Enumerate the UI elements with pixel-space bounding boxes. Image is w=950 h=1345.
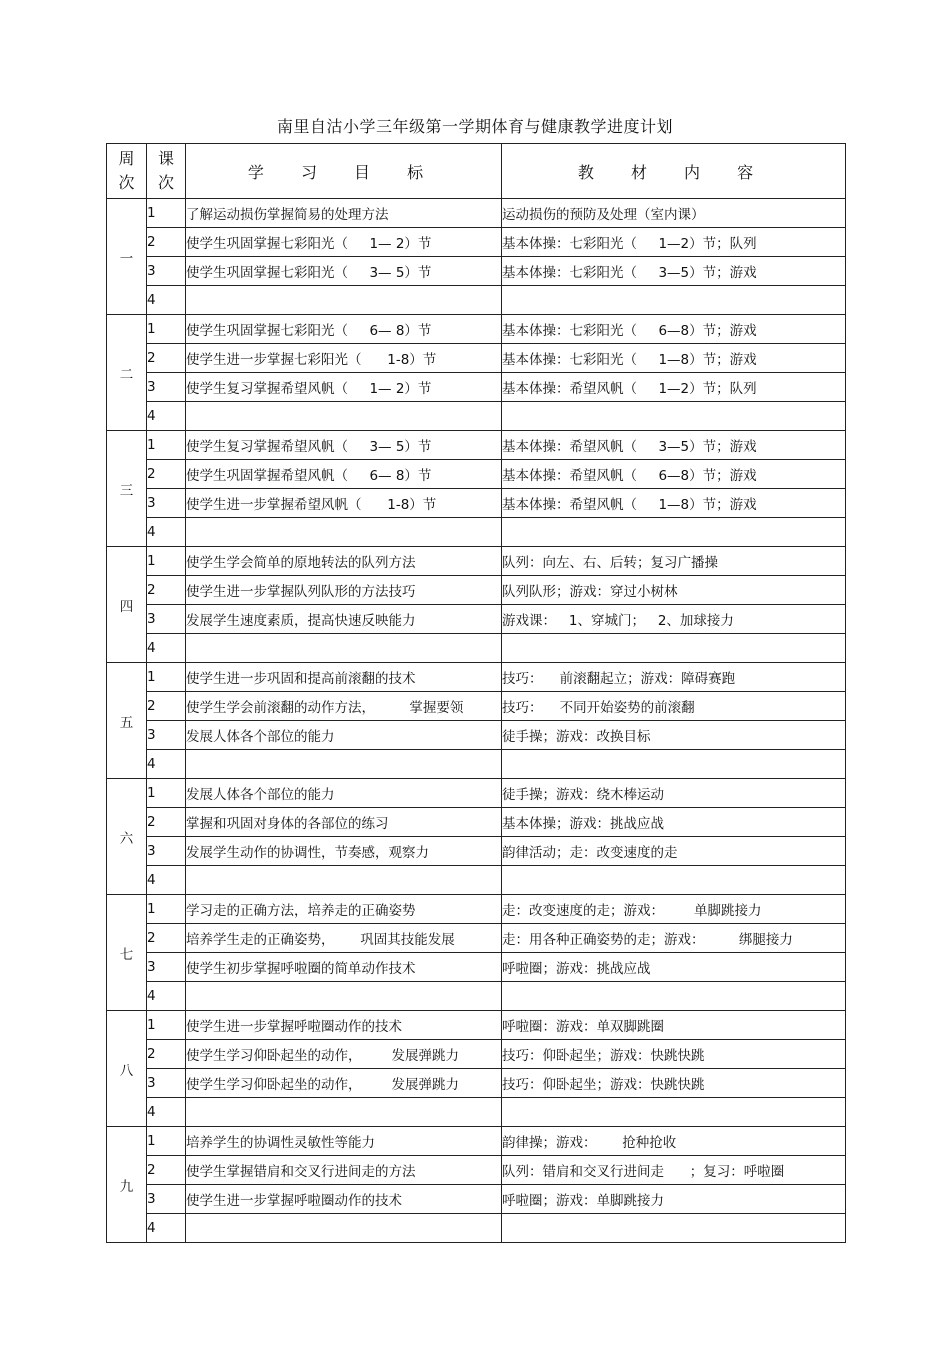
content-cell: 基本体操：希望风帆（ 3—5）节；游戏 xyxy=(502,431,846,460)
goal-cell: 使学生进一步掌握呼啦圈动作的技术 xyxy=(186,1185,502,1214)
header-content-text: 教 材 内 容 xyxy=(577,162,770,182)
lesson-number-cell: 1 xyxy=(147,1127,186,1156)
lesson-number-cell: 4 xyxy=(147,982,186,1011)
table-body xyxy=(107,199,846,1243)
content-cell: 技巧： 不同开始姿势的前滚翻 xyxy=(502,692,846,721)
goal-cell: 使学生进一步掌握七彩阳光（ 1-8）节 xyxy=(186,344,502,373)
goal-cell: 使学生巩固掌握希望风帆（ 6— 8）节 xyxy=(186,460,502,489)
goal-cell: 了解运动损伤掌握简易的处理方法 xyxy=(186,199,502,228)
week-cell: 九 xyxy=(107,1127,147,1243)
goal-cell: 掌握和巩固对身体的各部位的练习 xyxy=(186,808,502,837)
lesson-number-cell: 3 xyxy=(147,953,186,982)
lesson-number-cell: 3 xyxy=(147,1185,186,1214)
table-row xyxy=(107,199,846,228)
content-cell: 基本体操：七彩阳光（ 3—5）节；游戏 xyxy=(502,257,846,286)
lesson-number-cell: 1 xyxy=(147,315,186,344)
content-cell: 基本体操；游戏：挑战应战 xyxy=(502,808,846,837)
lesson-number-cell: 2 xyxy=(147,808,186,837)
lesson-number-cell: 3 xyxy=(147,721,186,750)
table-row xyxy=(107,1156,846,1185)
goal-cell: 使学生进一步掌握希望风帆（ 1-8）节 xyxy=(186,489,502,518)
week-cell: 二 xyxy=(107,315,147,431)
lesson-number-cell: 1 xyxy=(147,431,186,460)
lesson-number-cell: 2 xyxy=(147,344,186,373)
content-cell: 走：改变速度的走；游戏： 单脚跳接力 xyxy=(502,895,846,924)
content-cell xyxy=(502,634,846,663)
week-cell: 三 xyxy=(107,431,147,547)
table-row xyxy=(107,286,846,315)
content-cell: 呼啦圈：游戏：单双脚跳圈 xyxy=(502,1011,846,1040)
header-week-text: 周 次 xyxy=(118,149,135,192)
lesson-number-cell: 3 xyxy=(147,373,186,402)
goal-cell xyxy=(186,1098,502,1127)
content-cell: 徒手操；游戏：绕木棒运动 xyxy=(502,779,846,808)
table-row xyxy=(107,721,846,750)
week-cell: 八 xyxy=(107,1011,147,1127)
goal-cell: 培养学生的协调性灵敏性等能力 xyxy=(186,1127,502,1156)
lesson-number-cell: 2 xyxy=(147,228,186,257)
content-cell xyxy=(502,866,846,895)
table-row xyxy=(107,750,846,779)
goal-cell: 发展人体各个部位的能力 xyxy=(186,779,502,808)
goal-cell: 使学生进一步掌握呼啦圈动作的技术 xyxy=(186,1011,502,1040)
content-cell: 技巧：仰卧起坐；游戏：快跳快跳 xyxy=(502,1069,846,1098)
table-row xyxy=(107,1011,846,1040)
content-cell xyxy=(502,402,846,431)
goal-cell: 使学生掌握错肩和交叉行进间走的方法 xyxy=(186,1156,502,1185)
table-row xyxy=(107,837,846,866)
lesson-number-cell: 1 xyxy=(147,547,186,576)
lesson-number-cell: 2 xyxy=(147,1040,186,1069)
table-row xyxy=(107,1069,846,1098)
goal-cell: 使学生巩固掌握七彩阳光（ 6— 8）节 xyxy=(186,315,502,344)
schedule-table xyxy=(106,143,846,1243)
table-row xyxy=(107,460,846,489)
content-cell xyxy=(502,518,846,547)
table-row xyxy=(107,402,846,431)
goal-cell xyxy=(186,518,502,547)
goal-cell xyxy=(186,866,502,895)
goal-cell xyxy=(186,286,502,315)
document-title: 南里自沽小学三年级第一学期体育与健康教学进度计划 xyxy=(276,117,673,136)
goal-cell: 使学生学习仰卧起坐的动作， 发展弹跳力 xyxy=(186,1069,502,1098)
content-cell: 徒手操；游戏：改换目标 xyxy=(502,721,846,750)
content-cell: 呼啦圈；游戏：挑战应战 xyxy=(502,953,846,982)
content-cell: 基本体操：希望风帆（ 1—8）节；游戏 xyxy=(502,489,846,518)
content-cell: 基本体操：七彩阳光（ 6—8）节；游戏 xyxy=(502,315,846,344)
table-row xyxy=(107,895,846,924)
table-row xyxy=(107,431,846,460)
header-goal xyxy=(186,144,502,199)
table-row xyxy=(107,982,846,1011)
goal-cell xyxy=(186,982,502,1011)
goal-cell: 使学生巩固掌握七彩阳光（ 3— 5）节 xyxy=(186,257,502,286)
week-cell: 一 xyxy=(107,199,147,315)
content-cell: 队列队形；游戏：穿过小树林 xyxy=(502,576,846,605)
goal-cell: 发展人体各个部位的能力 xyxy=(186,721,502,750)
content-cell: 队列：错肩和交叉行进间走 ；复习：呼啦圈 xyxy=(502,1156,846,1185)
lesson-number-cell: 3 xyxy=(147,489,186,518)
header-lesson-text: 课 次 xyxy=(157,149,174,192)
table-row xyxy=(107,1185,846,1214)
lesson-number-cell: 3 xyxy=(147,837,186,866)
table-row xyxy=(107,1214,846,1243)
goal-cell: 发展学生动作的协调性，节奏感，观察力 xyxy=(186,837,502,866)
goal-cell: 使学生复习掌握希望风帆（ 3— 5）节 xyxy=(186,431,502,460)
lesson-number-cell: 2 xyxy=(147,692,186,721)
header-goal-text: 学 习 目 标 xyxy=(247,162,440,182)
week-cell: 七 xyxy=(107,895,147,1011)
content-cell: 韵律操；游戏： 抢种抢收 xyxy=(502,1127,846,1156)
lesson-number-cell: 2 xyxy=(147,1156,186,1185)
goal-cell: 学习走的正确方法，培养走的正确姿势 xyxy=(186,895,502,924)
table-row xyxy=(107,257,846,286)
table-row xyxy=(107,489,846,518)
goal-cell: 使学生巩固掌握七彩阳光（ 1— 2）节 xyxy=(186,228,502,257)
table-row xyxy=(107,779,846,808)
content-cell: 技巧：仰卧起坐；游戏：快跳快跳 xyxy=(502,1040,846,1069)
content-cell: 游戏课： 1、穿城门； 2、加球接力 xyxy=(502,605,846,634)
lesson-number-cell: 1 xyxy=(147,663,186,692)
table-row xyxy=(107,866,846,895)
goal-cell xyxy=(186,1214,502,1243)
table-row xyxy=(107,373,846,402)
lesson-number-cell: 2 xyxy=(147,576,186,605)
lesson-number-cell: 3 xyxy=(147,605,186,634)
table-row xyxy=(107,634,846,663)
lesson-number-cell: 4 xyxy=(147,750,186,779)
table-row xyxy=(107,692,846,721)
content-cell: 技巧： 前滚翻起立；游戏：障碍赛跑 xyxy=(502,663,846,692)
table-row xyxy=(107,547,846,576)
table-row xyxy=(107,663,846,692)
content-cell xyxy=(502,750,846,779)
goal-cell xyxy=(186,402,502,431)
content-cell xyxy=(502,982,846,1011)
week-cell: 五 xyxy=(107,663,147,779)
goal-cell: 使学生进一步巩固和提高前滚翻的技术 xyxy=(186,663,502,692)
content-cell: 韵律活动；走：改变速度的走 xyxy=(502,837,846,866)
content-cell: 基本体操：希望风帆（ 1—2）节；队列 xyxy=(502,373,846,402)
goal-cell xyxy=(186,750,502,779)
lesson-number-cell: 1 xyxy=(147,779,186,808)
goal-cell: 培养学生走的正确姿势， 巩固其技能发展 xyxy=(186,924,502,953)
content-cell: 基本体操：七彩阳光（ 1—2）节；队列 xyxy=(502,228,846,257)
lesson-number-cell: 1 xyxy=(147,199,186,228)
lesson-number-cell: 4 xyxy=(147,1214,186,1243)
header-content xyxy=(502,144,846,199)
content-cell: 基本体操：希望风帆（ 6—8）节；游戏 xyxy=(502,460,846,489)
lesson-number-cell: 3 xyxy=(147,1069,186,1098)
lesson-number-cell: 4 xyxy=(147,634,186,663)
week-cell: 六 xyxy=(107,779,147,895)
lesson-number-cell: 2 xyxy=(147,460,186,489)
content-cell: 队列：向左、右、后转；复习广播操 xyxy=(502,547,846,576)
lesson-number-cell: 1 xyxy=(147,1011,186,1040)
goal-cell: 使学生学会前滚翻的动作方法， 掌握要领 xyxy=(186,692,502,721)
week-cell: 四 xyxy=(107,547,147,663)
goal-cell xyxy=(186,634,502,663)
goal-cell: 使学生进一步掌握队列队形的方法技巧 xyxy=(186,576,502,605)
table-row xyxy=(107,953,846,982)
content-cell: 基本体操：七彩阳光（ 1—8）节；游戏 xyxy=(502,344,846,373)
content-cell xyxy=(502,1214,846,1243)
lesson-number-cell: 4 xyxy=(147,518,186,547)
table-row xyxy=(107,1127,846,1156)
content-cell: 运动损伤的预防及处理（室内课） xyxy=(502,199,846,228)
content-cell xyxy=(502,286,846,315)
lesson-number-cell: 4 xyxy=(147,402,186,431)
table-row xyxy=(107,576,846,605)
lesson-number-cell: 2 xyxy=(147,924,186,953)
header-lesson xyxy=(147,144,186,199)
lesson-number-cell: 1 xyxy=(147,895,186,924)
goal-cell: 使学生复习掌握希望风帆（ 1— 2）节 xyxy=(186,373,502,402)
lesson-number-cell: 4 xyxy=(147,866,186,895)
goal-cell: 发展学生速度素质，提高快速反映能力 xyxy=(186,605,502,634)
table-row xyxy=(107,1098,846,1127)
table-row xyxy=(107,228,846,257)
goal-cell: 使学生学会简单的原地转法的队列方法 xyxy=(186,547,502,576)
lesson-number-cell: 3 xyxy=(147,257,186,286)
goal-cell: 使学生学习仰卧起坐的动作， 发展弹跳力 xyxy=(186,1040,502,1069)
table-row xyxy=(107,605,846,634)
lesson-number-cell: 4 xyxy=(147,1098,186,1127)
table-header xyxy=(107,144,846,199)
content-cell: 走：用各种正确姿势的走；游戏： 绑腿接力 xyxy=(502,924,846,953)
table-row xyxy=(107,344,846,373)
header-week xyxy=(107,144,147,199)
table-row xyxy=(107,924,846,953)
content-cell xyxy=(502,1098,846,1127)
goal-cell: 使学生初步掌握呼啦圈的简单动作技术 xyxy=(186,953,502,982)
table-row xyxy=(107,808,846,837)
content-cell: 呼啦圈；游戏：单脚跳接力 xyxy=(502,1185,846,1214)
lesson-number-cell: 4 xyxy=(147,286,186,315)
table-row xyxy=(107,1040,846,1069)
table-row xyxy=(107,315,846,344)
table-row xyxy=(107,518,846,547)
